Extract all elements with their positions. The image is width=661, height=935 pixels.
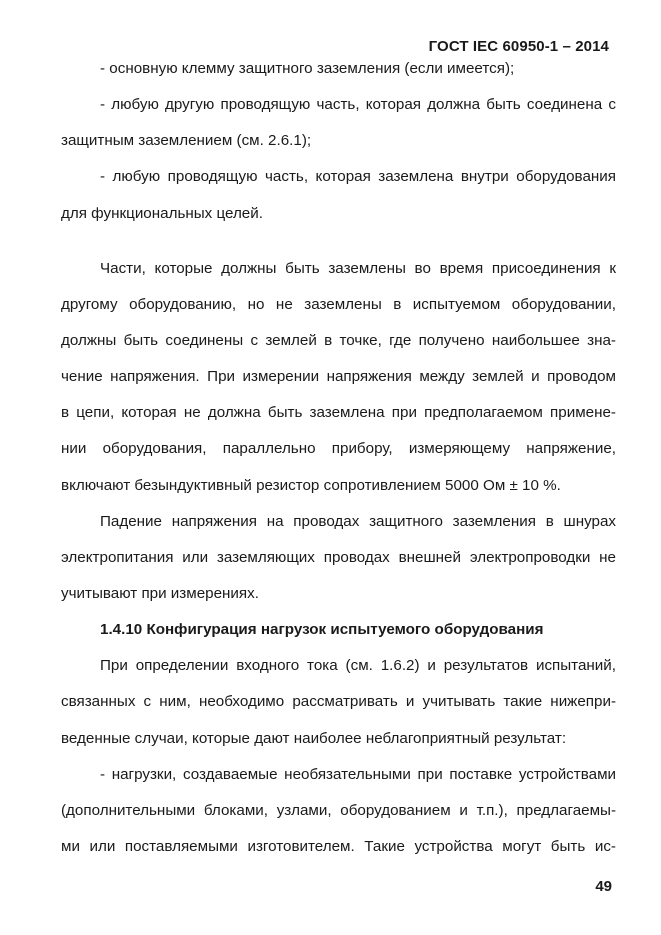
paragraph-line: включают безындуктивный резистор сопротивлением 5000 Ом ± 10 %. [61,476,561,494]
paragraph-line: Части, которые должны быть заземлены во время присоединения к [100,259,616,277]
paragraph-line: должны быть соединены с землей в точке, где получено наибольшее зна- [61,331,616,349]
text-line: для функциональных целей. [61,204,263,222]
paragraph-line: в цепи, которая не должна быть заземлена при предполагаемом примене- [61,404,616,422]
paragraph-line: веденные случаи, которые дают наиболее неблагоприятный результат: [61,729,567,747]
body-text [61,56,616,870]
paragraph-line: нии оборудования, параллельно прибору, измеряющему напряжение, [61,440,616,458]
paragraph-line: (дополнительными блоками, узлами, оборудованием и т.п.), предлагаемы- [61,801,616,819]
section-heading: 1.4.10 Конфигурация нагрузок испытуемого оборудования [100,621,544,639]
paragraph-line: учитывают при измерениях. [61,584,259,602]
paragraph-line: электропитания или заземляющих проводах внешней электропроводки не [61,548,616,566]
paragraph-line: ми или поставляемыми изготовителем. Такие устройства могут быть ис- [61,837,616,855]
list-item: - нагрузки, создаваемые необязательными при поставке устройствами [100,765,616,783]
paragraph-line: При определении входного тока (см. 1.6.2) и результатов испытаний, [100,657,616,675]
text-line: защитным заземлением (см. 2.6.1); [61,132,312,150]
list-item: - любую проводящую часть, которая заземлена внутри оборудования [100,168,616,186]
paragraph-line: чение напряжения. При измерении напряжения между землей и проводом [61,368,616,386]
list-item: - основную клемму защитного заземления (если имеется); [100,60,515,77]
page-number: 49 [595,878,612,895]
paragraph-line: связанных с ним, необходимо рассматривать и учитывать такие нижепри- [61,693,616,711]
paragraph-line: другому оборудованию, но не заземлены в испытуемом оборудовании, [61,295,616,313]
paragraph-line: Падение напряжения на проводах защитного заземления в шнурах [100,512,616,530]
list-item: - любую другую проводящую часть, которая должна быть соединена с [100,96,616,114]
document-header: ГОСТ IEC 60950-1 – 2014 [428,38,609,55]
